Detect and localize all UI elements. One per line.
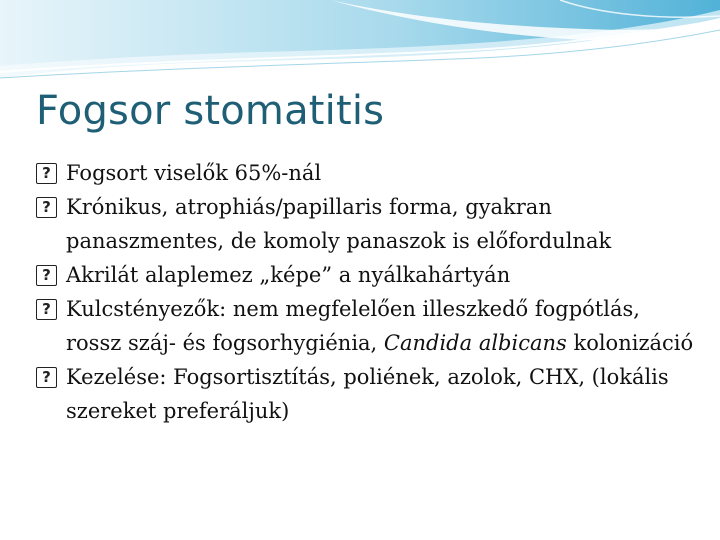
bullet-text-italic: Candida albicans bbox=[383, 331, 567, 355]
slide-title: Fogsor stomatitis bbox=[36, 88, 385, 134]
bullet-text-before: Kulcstényezők: nem megfelelően illeszkedő fogpótlás, rossz száj- és fogsorhygiénia, bbox=[66, 297, 640, 355]
bullet-item bbox=[36, 190, 696, 258]
header-wave-decoration bbox=[0, 0, 720, 90]
bullet-marker-icon: ? bbox=[36, 265, 57, 286]
bullet-marker-icon: ? bbox=[36, 197, 57, 218]
bullet-item bbox=[36, 156, 696, 190]
bullet-item bbox=[36, 292, 696, 360]
bullet-list bbox=[36, 156, 696, 428]
bullet-marker-icon: ? bbox=[36, 299, 57, 320]
bullet-text: Fogsort viselők 65%-nál bbox=[66, 161, 322, 185]
bullet-text: Kezelése: Fogsortisztítás, poliének, azolok, CHX, (lokális szereket preferáljuk) bbox=[66, 365, 669, 423]
bullet-text: Krónikus, atrophiás/papillaris forma, gyakran panaszmentes, de komoly panaszok is előfordulnak bbox=[66, 195, 612, 253]
bullet-text-after: kolonizáció bbox=[566, 331, 694, 355]
bullet-text: Akrilát alaplemez „képe” a nyálkahártyán bbox=[66, 263, 511, 287]
bullet-item bbox=[36, 258, 696, 292]
bullet-item bbox=[36, 360, 696, 428]
bullet-marker-icon: ? bbox=[36, 163, 57, 184]
bullet-marker-icon: ? bbox=[36, 367, 57, 388]
